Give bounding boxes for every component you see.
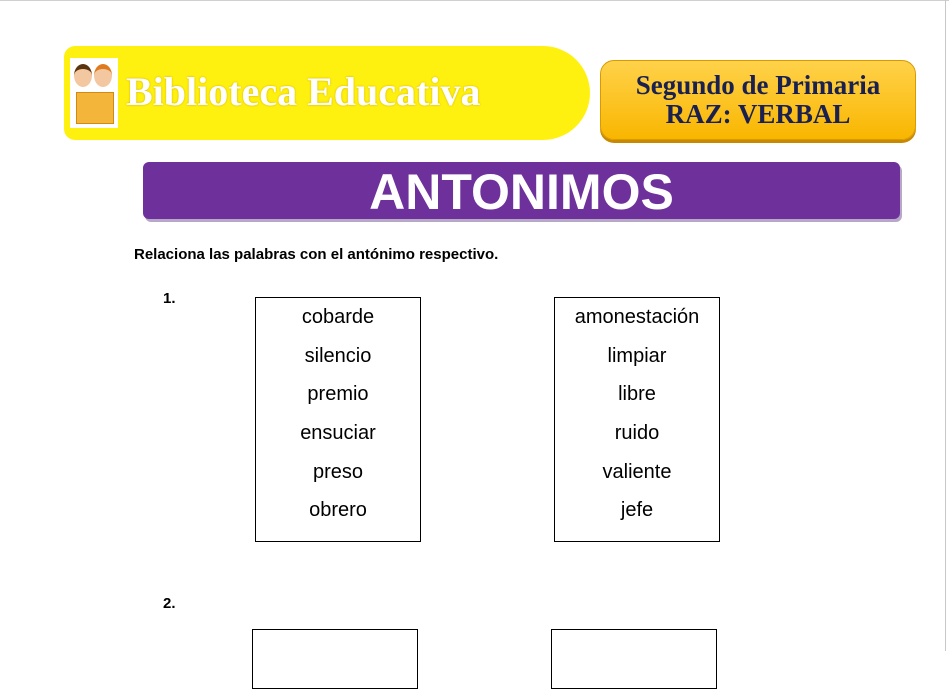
page-title: ANTONIMOS (143, 162, 900, 219)
word-list-left (255, 297, 421, 542)
word: valiente (602, 460, 672, 483)
instruction: Relaciona las palabras con el antónimo respectivo. (134, 246, 499, 263)
grade-badge (600, 60, 916, 140)
word-list-left (252, 629, 418, 689)
word: ruido (614, 422, 660, 445)
word: ensuciar (300, 422, 376, 445)
word: obrero (309, 499, 367, 522)
subject-label: RAZ: VERBAL (665, 99, 851, 129)
word: limpiar (607, 344, 667, 367)
logo-banner (64, 46, 590, 140)
grade-label: Segundo de Primaria (635, 70, 881, 100)
word: silencio (304, 344, 372, 367)
word-list-right (551, 629, 717, 689)
word: preso (312, 460, 364, 483)
word: cobarde (301, 306, 375, 328)
word: amonestación (574, 306, 700, 328)
word: libre (618, 383, 656, 406)
exercise-number: 2. (163, 595, 176, 612)
word: jefe (620, 499, 654, 522)
word-list-right (554, 297, 720, 542)
kids-reading-icon (70, 58, 118, 128)
exercise-number: 1. (163, 290, 176, 307)
page-edge (945, 0, 946, 651)
logo-text: Biblioteca Educativa (126, 69, 481, 114)
word: premio (307, 383, 369, 406)
page-edge (0, 0, 949, 1)
